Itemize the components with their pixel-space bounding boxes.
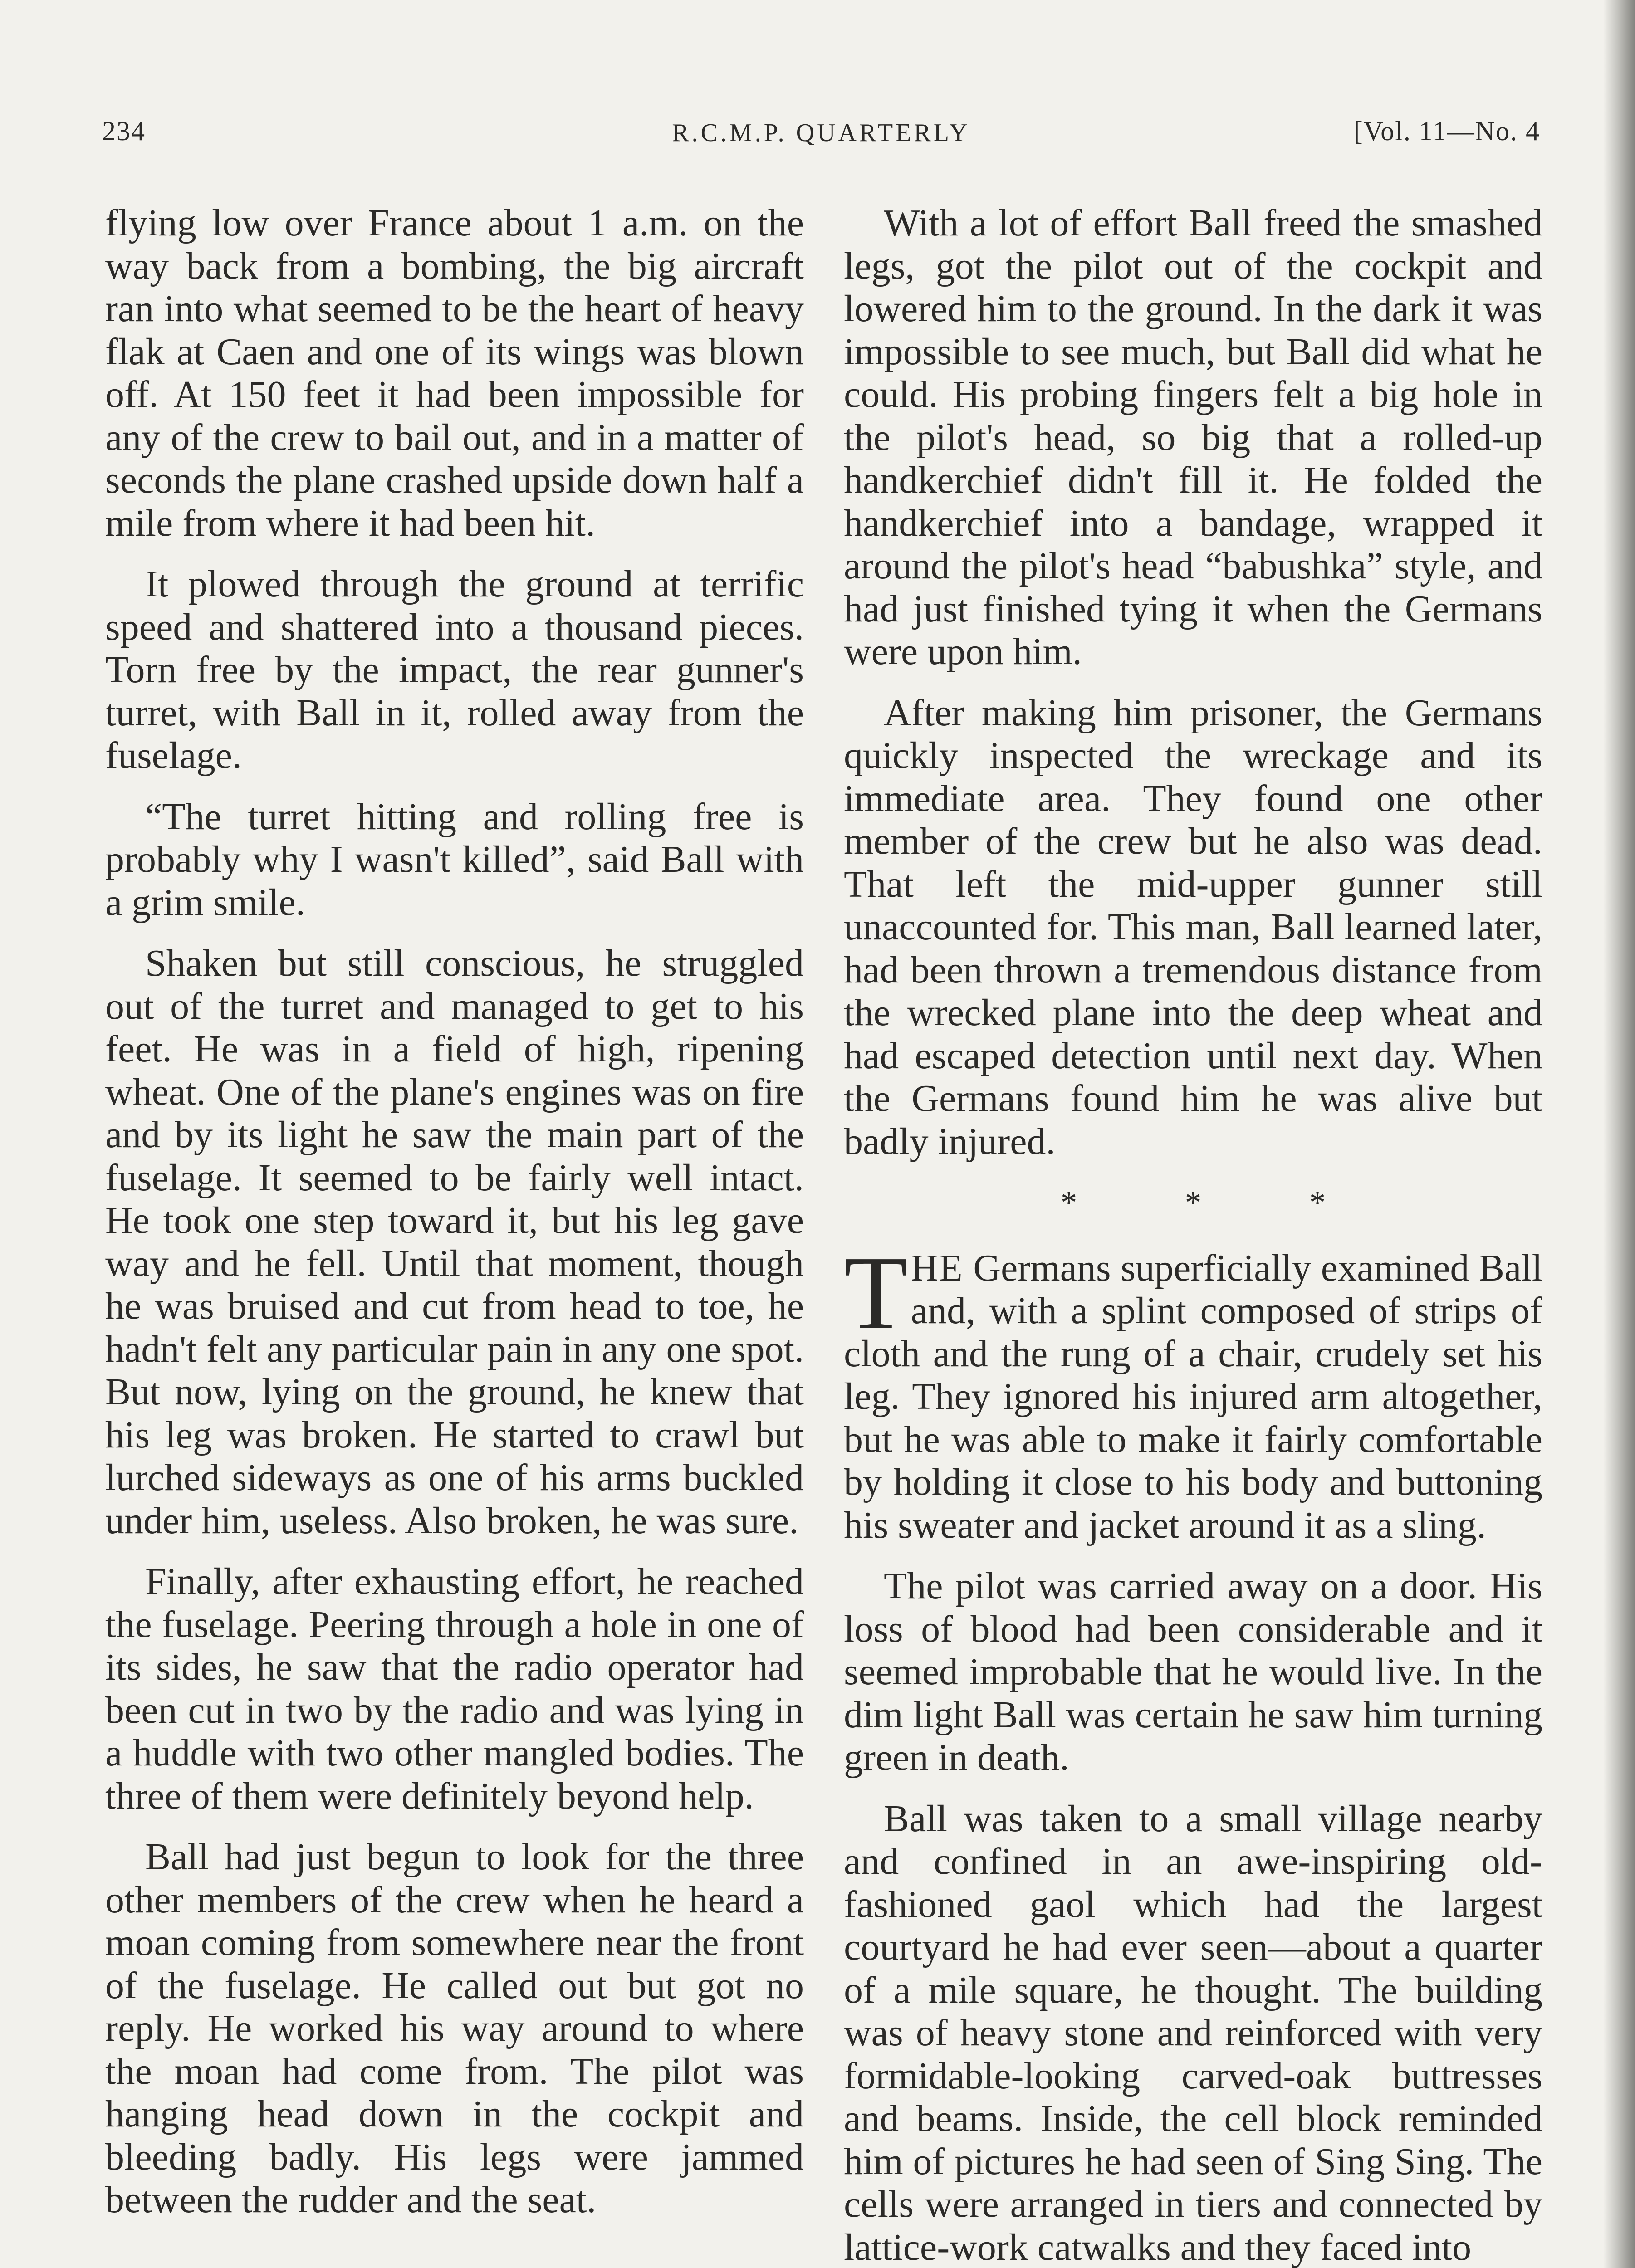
dropcap-paragraph — [844, 1234, 1542, 1547]
smallcaps-lead: HE — [911, 1246, 964, 1289]
journal-title: R.C.M.P. QUARTERLY — [672, 119, 970, 147]
page-edge-shadow — [1603, 0, 1635, 2268]
paragraph: flying low over France about 1 a.m. on the way back from a bombing, the big aircraft ran into what seemed to be the heart of heavy flak at Caen and one of its wings was blown off. At 150 feet it had been impossible for any of the crew to bail out, and in a matter of seconds the plane crashed upside down half a mile from where it had been hit. — [105, 202, 804, 544]
paragraph-text: Germans superficially examined Ball and, with a splint composed of strips of cloth and the rung of a chair, crudely set his leg. They ignored his injured arm altogether, but he was able to make it fairly comfortable by holding it close to his body and buttoning his sweater and jacket around it as a sling. — [844, 1246, 1542, 1546]
left-column — [105, 202, 804, 2240]
paragraph: After making him prisoner, the Germans quickly inspected the wreckage and its immediate area. They found one other member of the crew but he also was dead. That left the mid-upper gunner still unaccounted for. This man, Ball learned later, had been thrown a tremendous distance from the wrecked plane into the deep wheat and had escaped detection until next day. When the Germans found him he was alive but badly injured. — [844, 691, 1542, 1163]
paragraph: It plowed through the ground at terrific speed and shattered into a thousand pieces. Torn free by the impact, the rear gunner's turret, with Ball in it, rolled away from the fuselage. — [105, 563, 804, 777]
paragraph: With a lot of effort Ball freed the smashed legs, got the pilot out of the cockpit and lowered him to the ground. In the dark it was impossible to see much, but Ball did what he could. His probing fingers felt a big hole in the pilot's head, so big that a rolled-up handkerchief didn't fill it. He folded the handkerchief into a bandage, wrapped it around the pilot's head “babushka” style, and had just finished tying it when the Germans were upon him. — [844, 202, 1542, 673]
paragraph: Ball had just begun to look for the three other members of the crew when he heard a moan coming from somewhere near the front of the fuselage. He called out but got no reply. He worked his way around to where the moan had come from. The pilot was hanging head down in the cockpit and bleeding badly. His legs were jammed between the rudder and the seat. — [105, 1836, 804, 2221]
drop-cap: T — [844, 1234, 904, 1351]
running-head — [102, 116, 1540, 152]
paragraph: Ball was taken to a small village nearby and confined in an awe-inspiring old-fashioned gaol which had the largest courtyard he had ever seen—about a quarter of a mile square, he thought. The building was of heavy stone and reinforced with very formidable-looking carved-oak buttresses and beams. Inside, the cell block reminded him of pictures he had seen of Sing Sing. The cells were arranged in tiers and connected by lattice-work catwalks and they faced into — [844, 1797, 1542, 2268]
section-break: * * * — [1061, 1184, 1326, 1221]
page-number: 234 — [102, 116, 146, 146]
paragraph: “The turret hitting and rolling free is probably why I wasn't killed”, said Ball with a grim smile. — [105, 795, 804, 924]
paragraph: Shaken but still conscious, he struggled out of the turret and managed to get to his feet. He was in a field of high, ripening wheat. One of the plane's engines was on fire and by its light he saw the main part of the fuselage. It seemed to be fairly well intact. He took one step toward it, but his leg gave way and he fell. Until that moment, though he was bruised and cut from head to toe, he hadn't felt any particular pain in any one spot. But now, lying on the ground, he knew that his leg was broken. He started to crawl but lurched sideways as one of his arms buckled under him, useless. Also broken, he was sure. — [105, 942, 804, 1542]
paragraph: Finally, after exhausting effort, he reached the fuselage. Peering through a hole in one of its sides, he saw that the radio operator had been cut in two by the radio and was lying in a huddle with two other mangled bodies. The three of them were definitely beyond help. — [105, 1560, 804, 1817]
paragraph: The pilot was carried away on a door. His loss of blood had been considerable and it seemed improbable that he would live. In the dim light Ball was certain he saw him turning green in death. — [844, 1565, 1542, 1779]
issue-label: [Vol. 11—No. 4 — [1353, 116, 1540, 146]
right-column — [844, 202, 1542, 2268]
